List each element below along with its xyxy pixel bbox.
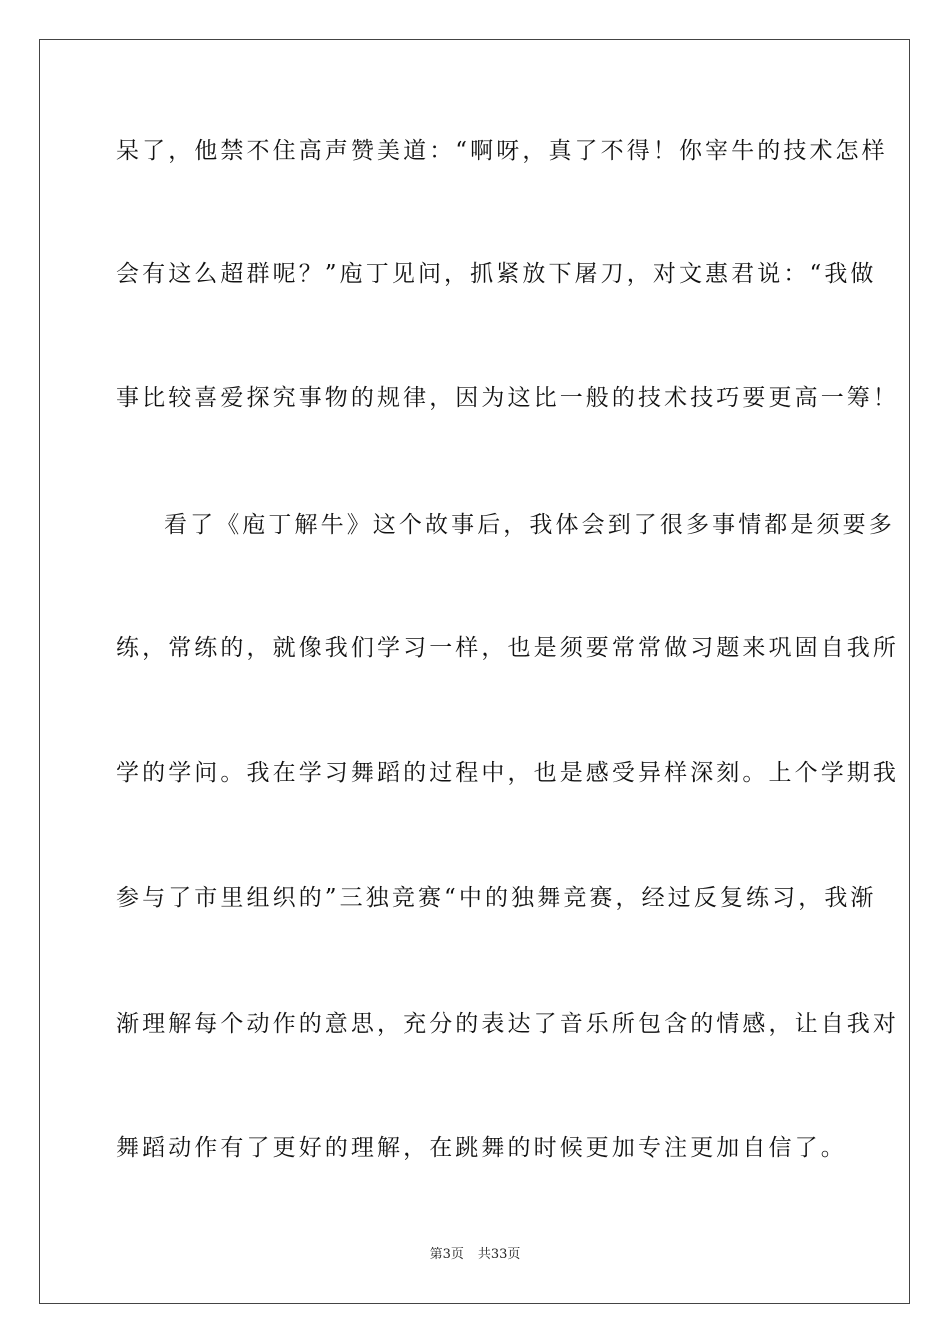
text-line: 呆了，他禁不住高声赞美道：“啊呀，真了不得！你宰牛的技术怎样 [116,138,888,164]
text-line: 参与了市里组织的”三独竞赛“中的独舞竞赛，经过反复练习，我渐 [116,885,877,911]
page-number: 第3页 [429,1247,464,1262]
text-line: 学的学问。我在学习舞蹈的过程中，也是感受异样深刻。上个学期我 [116,760,899,786]
text-line: 渐理解每个动作的意思，充分的表达了音乐所包含的情感，让自我对 [116,1011,899,1037]
text-line: 练，常练的，就像我们学习一样，也是须要常常做习题来巩固自我所 [116,635,899,661]
page-footer [0,1246,950,1264]
page-frame [39,39,910,1304]
text-line: 舞蹈动作有了更好的理解，在跳舞的时候更加专注更加自信了。 [116,1135,847,1161]
paragraph-start-line: 看了《庖丁解牛》这个故事后，我体会到了很多事情都是须要多 [164,512,895,538]
text-line: 事比较喜爱探究事物的规律，因为这比一般的技术技巧要更高一筹！ [116,385,899,411]
text-line: 会有这么超群呢？”庖丁见问，抓紧放下屠刀，对文惠君说：“我做 [116,261,877,287]
page-total: 共33页 [477,1247,521,1262]
